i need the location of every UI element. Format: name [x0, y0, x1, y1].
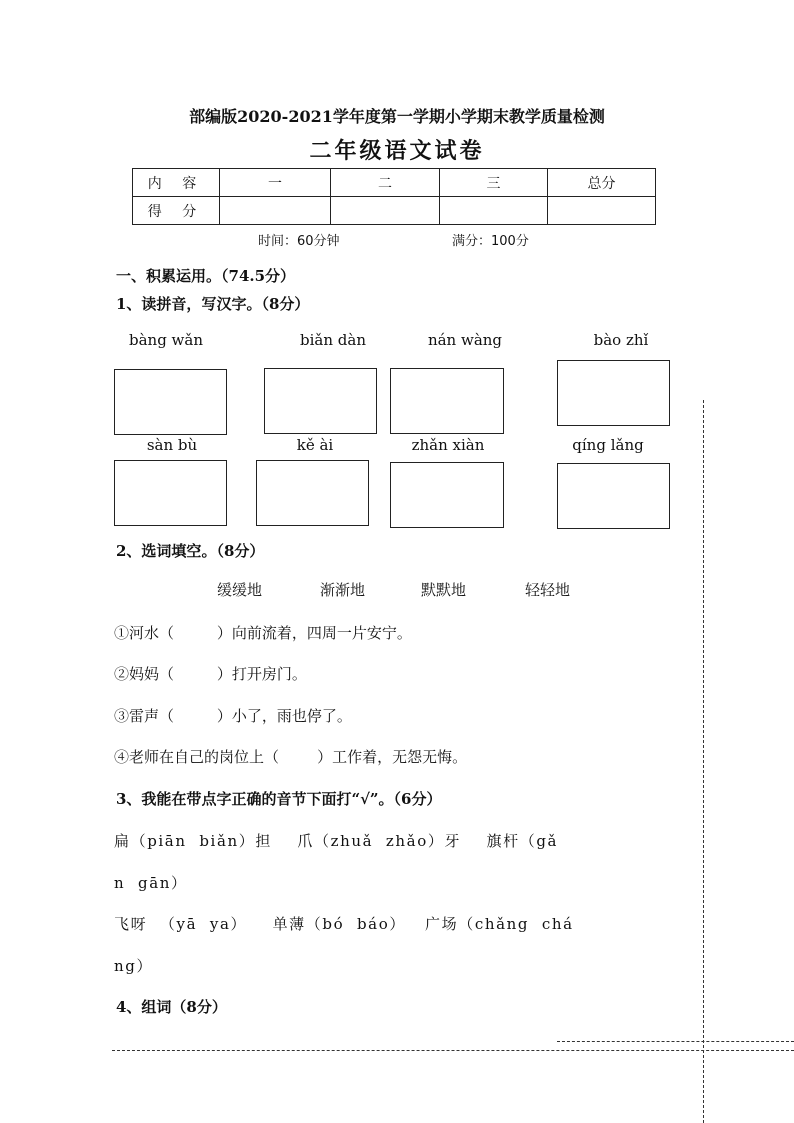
answer-box-5[interactable]	[114, 460, 227, 526]
score-cell-3[interactable]	[440, 197, 548, 225]
cut-line-horizontal-short	[557, 1041, 794, 1042]
cut-line-horizontal	[112, 1050, 794, 1051]
fold-line-vertical	[703, 400, 704, 1123]
fill-blank-2: ②妈妈（ ）打开房门。	[114, 665, 307, 683]
pinyin-3: nán wàng	[427, 331, 503, 349]
score-cell-total[interactable]	[548, 197, 656, 225]
score-cell-2[interactable]	[331, 197, 440, 225]
question-2-title: 2、选词填空。（8分）	[116, 542, 265, 560]
q3-line-3: 飞呀 （yā ya） 单薄（bó báo） 广场（chǎng chá	[114, 915, 574, 933]
question-4-title: 4、组词（8分）	[116, 998, 227, 1016]
q3-line-2: n gān）	[114, 874, 188, 892]
pinyin-6: kě ài	[296, 436, 334, 454]
pinyin-4: bào zhǐ	[593, 331, 649, 349]
question-3-title: 3、我能在带点字正确的音节下面打“√”。（6分）	[116, 790, 442, 808]
pinyin-2: biǎn dàn	[300, 331, 366, 349]
answer-box-7[interactable]	[390, 462, 504, 528]
pinyin-8: qíng lǎng	[572, 436, 644, 454]
word-option-2: 渐渐地	[320, 581, 366, 599]
pinyin-5: sàn bù	[146, 436, 198, 454]
answer-box-2[interactable]	[264, 368, 377, 434]
pinyin-1: bàng wǎn	[128, 331, 204, 349]
exam-full-score: 满分：100分	[452, 234, 529, 249]
score-table-row-score	[133, 197, 656, 225]
score-cell-header-2: 二	[331, 169, 440, 197]
word-option-3: 默默地	[421, 581, 467, 599]
score-cell-header-3: 三	[440, 169, 548, 197]
score-table-row-content	[133, 169, 656, 197]
exam-title: 二年级语文试卷	[309, 138, 485, 164]
fill-blank-3: ③雷声（ ）小了，雨也停了。	[114, 707, 352, 725]
score-cell-content-label: 内 容	[133, 169, 220, 197]
section-1-title: 一、积累运用。（74.5分）	[116, 267, 296, 285]
answer-box-8[interactable]	[557, 463, 670, 529]
question-1-title: 1、读拼音，写汉字。（8分）	[116, 295, 310, 313]
score-cell-score-label: 得 分	[133, 197, 220, 225]
answer-box-6[interactable]	[256, 460, 369, 526]
word-option-4: 轻轻地	[525, 581, 571, 599]
word-option-1: 缓缓地	[217, 581, 263, 599]
pinyin-7: zhǎn xiàn	[411, 436, 485, 454]
answer-box-4[interactable]	[557, 360, 670, 426]
fill-blank-4: ④老师在自己的岗位上（ ）工作着，无怨无悔。	[114, 748, 468, 766]
score-cell-header-total: 总分	[548, 169, 656, 197]
answer-box-1[interactable]	[114, 369, 227, 435]
fill-blank-1: ①河水（ ）向前流着，四周一片安宁。	[114, 624, 412, 642]
score-cell-1[interactable]	[220, 197, 331, 225]
q3-line-1: 扁（piān biǎn）担 爪（zhuǎ zhǎo）牙 旗杆（gǎ	[114, 832, 559, 850]
answer-box-3[interactable]	[390, 368, 504, 434]
score-cell-header-1: 一	[220, 169, 331, 197]
exam-time: 时间：60分钟	[258, 234, 340, 249]
q3-line-4: ng）	[114, 957, 154, 975]
score-table	[132, 168, 656, 225]
exam-subtitle: 部编版2020-2021学年度第一学期小学期末教学质量检测	[189, 107, 605, 126]
